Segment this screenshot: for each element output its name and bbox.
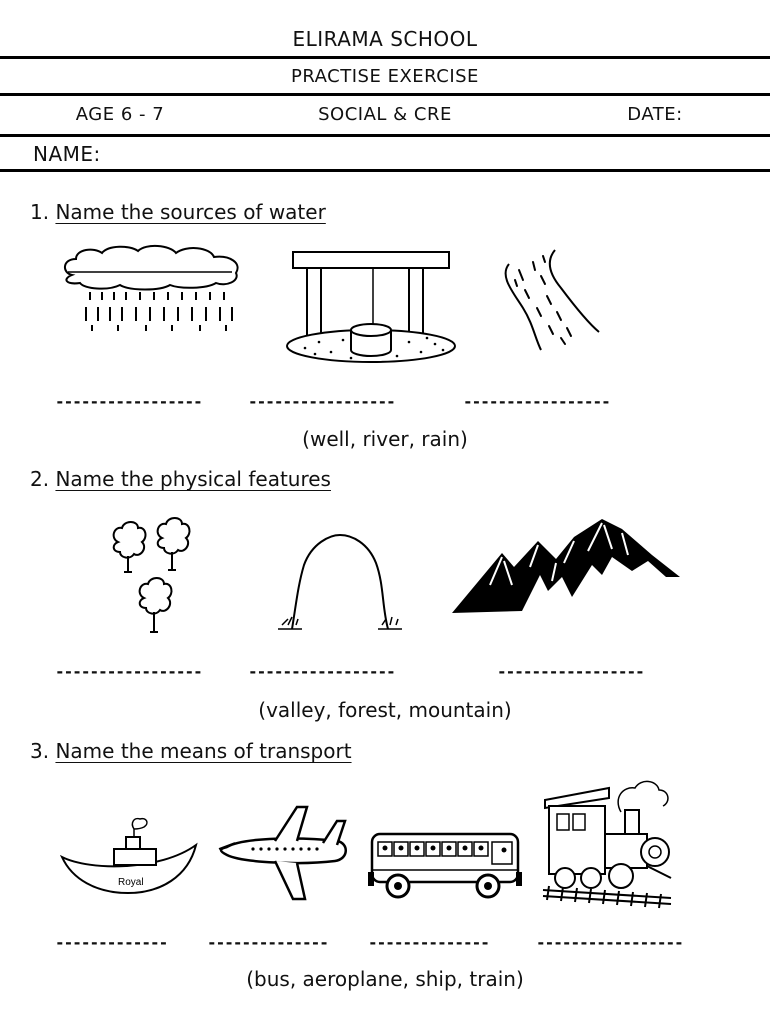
question-2-title [30, 467, 331, 491]
answer-blank[interactable]: ----------------- [55, 662, 202, 681]
answer-blank[interactable]: ----------------- [248, 662, 395, 681]
valley-picture [278, 535, 403, 635]
school-name: ELIRAMA SCHOOL [292, 27, 478, 51]
word-bank-hint: (valley, forest, mountain) [258, 698, 512, 722]
well-picture [285, 250, 460, 365]
bus-picture [368, 830, 523, 900]
header-divider [0, 134, 770, 137]
question-text: Name the physical features [55, 467, 331, 491]
answer-blank[interactable]: ------------- [55, 933, 168, 952]
aeroplane-picture [213, 803, 353, 903]
exercise-title: PRACTISE EXERCISE [291, 66, 479, 87]
question-number: 2. [30, 467, 50, 491]
question-3-title [30, 739, 352, 763]
ship-label: Royal [118, 877, 144, 888]
question-text: Name the sources of water [55, 200, 326, 224]
name-label: NAME: [33, 142, 101, 166]
mountain-picture [452, 515, 682, 615]
answer-blank[interactable]: -------------- [368, 933, 489, 952]
answer-blank[interactable]: ----------------- [55, 392, 202, 411]
river-picture [495, 248, 605, 353]
header-divider [0, 169, 770, 172]
answer-blank[interactable]: ----------------- [536, 933, 683, 952]
word-bank-hint: (bus, aeroplane, ship, train) [246, 967, 524, 991]
header-divider [0, 93, 770, 96]
question-1-title [30, 200, 326, 224]
forest-picture [110, 520, 195, 640]
question-number: 1. [30, 200, 50, 224]
train-picture [543, 778, 673, 908]
rain-cloud-picture [60, 245, 245, 340]
question-text: Name the means of transport [55, 739, 352, 763]
question-number: 3. [30, 739, 50, 763]
header-divider [0, 56, 770, 59]
date-label: DATE: [627, 104, 683, 125]
ship-picture [60, 815, 200, 895]
answer-blank[interactable]: -------------- [207, 933, 328, 952]
answer-blank[interactable]: ----------------- [248, 392, 395, 411]
subject-label: SOCIAL & CRE [318, 104, 452, 125]
word-bank-hint: (well, river, rain) [302, 427, 468, 451]
answer-blank[interactable]: ----------------- [497, 662, 644, 681]
age-label: AGE 6 - 7 [75, 104, 165, 125]
answer-blank[interactable]: ----------------- [463, 392, 610, 411]
